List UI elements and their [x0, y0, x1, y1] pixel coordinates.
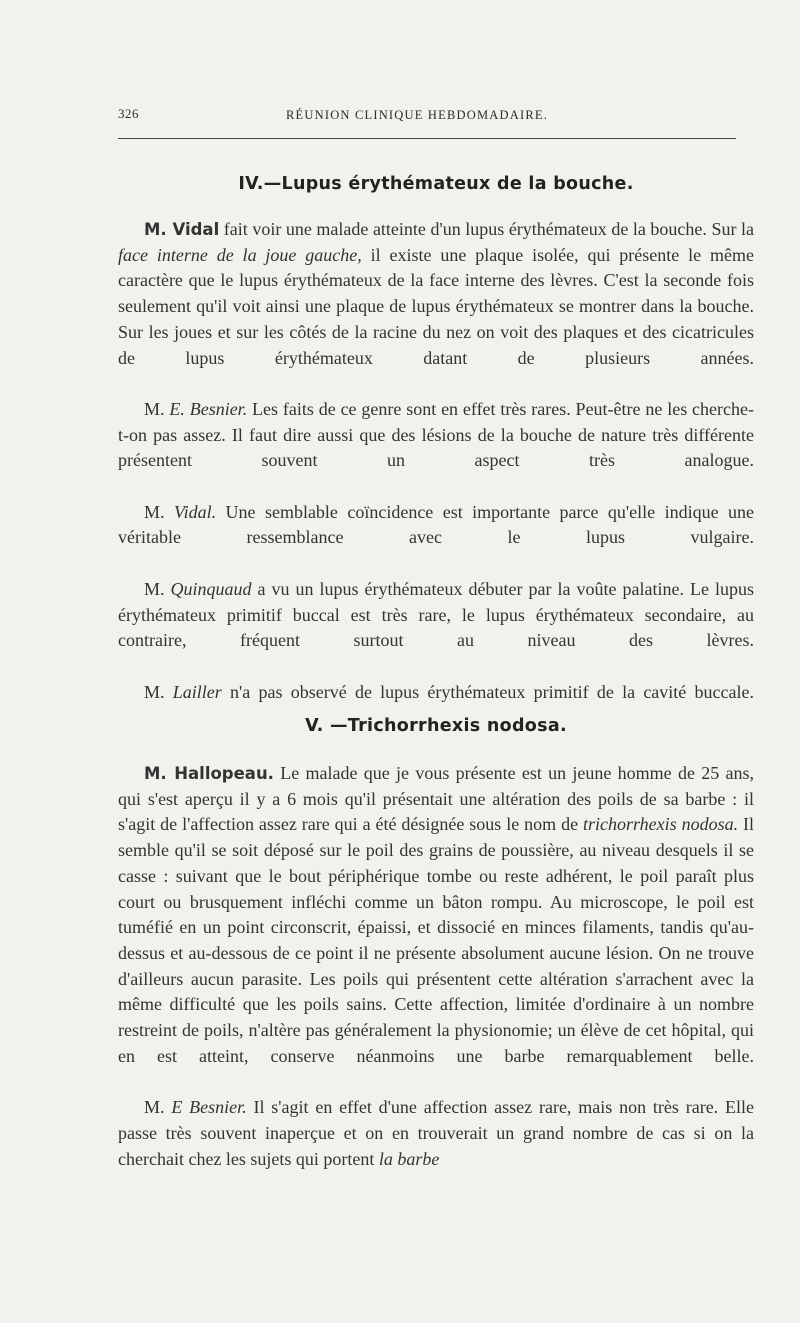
page-number: 326	[118, 106, 139, 121]
speaker-name: E Besnier.	[171, 1097, 247, 1118]
speaker-name: E. Besnier.	[169, 398, 248, 419]
speaker-name: Quinquaud	[170, 578, 252, 599]
paragraph	[118, 500, 754, 577]
book-page	[118, 0, 754, 1323]
emphasis-text: face interne de la joue gauche,	[118, 244, 362, 265]
speaker-prefix: M.	[144, 1097, 172, 1118]
running-title: RÉUNION CLINIQUE HEBDOMADAIRE.	[286, 108, 549, 122]
paragraph-text: a vu un lupus érythémateux débuter par la voûte palatine. Le lupus érythémateux primitif buccal est très rare, le lupus érythémateux secondaire, au contraire, fréquent surtout au niveau des lèvres.	[118, 578, 754, 651]
paragraph-text: fait voir une malade atteinte d'un lupus érythémateux de la bouche. Sur la	[219, 219, 754, 239]
paragraph-text: Il s'agit en effet d'une affection assez rare, mais non très rare. Elle passe très souvent inaperçue et on en trouverait un grand nombre de cas si on la cherchait chez les sujets qui portent	[118, 1097, 754, 1169]
section-title-iv: IV.—Lupus érythémateux de la bouche.	[238, 174, 634, 194]
section-v-body	[118, 761, 754, 1172]
running-head	[118, 106, 754, 130]
paragraph	[118, 397, 754, 500]
speaker-prefix: M.	[144, 501, 174, 522]
speaker-name: M. Hallopeau.	[144, 764, 274, 783]
paragraph-text: Les faits de ce genre sont en effet très rares. Peut-être ne les cherche-t-on pas assez. Il faut dire aussi que des lésions de la bouche de nature très différente présentent souvent un aspect très analogue.	[118, 398, 755, 471]
speaker-prefix: M.	[144, 398, 170, 419]
section-title-v: V. —Trichorrhexis nodosa.	[305, 716, 567, 736]
paragraph	[118, 1095, 754, 1172]
emphasis-text: la barbe	[378, 1148, 440, 1169]
paragraph	[118, 217, 754, 397]
emphasis-text: trichorrhexis nodosa.	[582, 814, 739, 835]
paragraph-text: Il semble qu'il se soit déposé sur le poil des grains de poussière, au niveau desquels il se casse : suivant que le bout périphérique tombe ou reste adhérent, le poil paraît plus court ou brusquement infléchi comme un bâton rompu. Au microscope, le poil est tuméfié en un point circonscrit, épaissi, et dissocié en minces filaments, tandis qu'au-dessus et au-dessous de ce point il ne présente absolument aucune lésion. On ne trouve d'ailleurs aucun parasite. Les poils qui présentent cette altération s'arrachent avec la même difficulté que les poils sains. Cette affection, limitée d'ordinaire à un nombre restreint de poils, n'altère pas généralement la physionomie; un élève de cet hôpital, qui en est atteint, conserve néanmoins une barbe remarquablement belle.	[118, 814, 754, 1066]
paragraph-text: il existe une plaque isolée, qui présente le même caractère que le lupus érythémateux de la face interne des lèvres. C'est la seconde fois seulement qu'il voit ainsi une plaque de lupus érythémateux se montrer dans la bouche. Sur les joues et sur les côtés de la racine du nez on voit des plaques et des cicatricules de lupus érythémateux datant de plusieurs années.	[118, 244, 754, 368]
paragraph-text: n'a pas observé de lupus érythémateux primitif de la cavité buccale.	[221, 681, 754, 702]
paragraph-text: Une semblable coïncidence est importante parce qu'elle indique une véritable ressemblance avec le lupus vulgaire.	[118, 501, 754, 548]
header-rule	[118, 138, 736, 139]
speaker-name: Vidal.	[173, 501, 217, 522]
speaker-prefix: M.	[144, 578, 171, 599]
speaker-name: Lailler	[172, 681, 222, 702]
speaker-prefix: M.	[144, 681, 173, 702]
section-iv-body	[118, 217, 754, 731]
paragraph-text: Le malade que je vous présente est un jeune homme de 25 ans, qui s'est aperçu il y a 6 mois qu'il présentait une altération des poils de sa barbe : il s'agit de l'affection assez rare qui a été désignée sous le nom de	[118, 763, 754, 835]
paragraph	[118, 577, 754, 680]
paragraph	[118, 761, 754, 1095]
speaker-name: M. Vidal	[144, 220, 220, 239]
